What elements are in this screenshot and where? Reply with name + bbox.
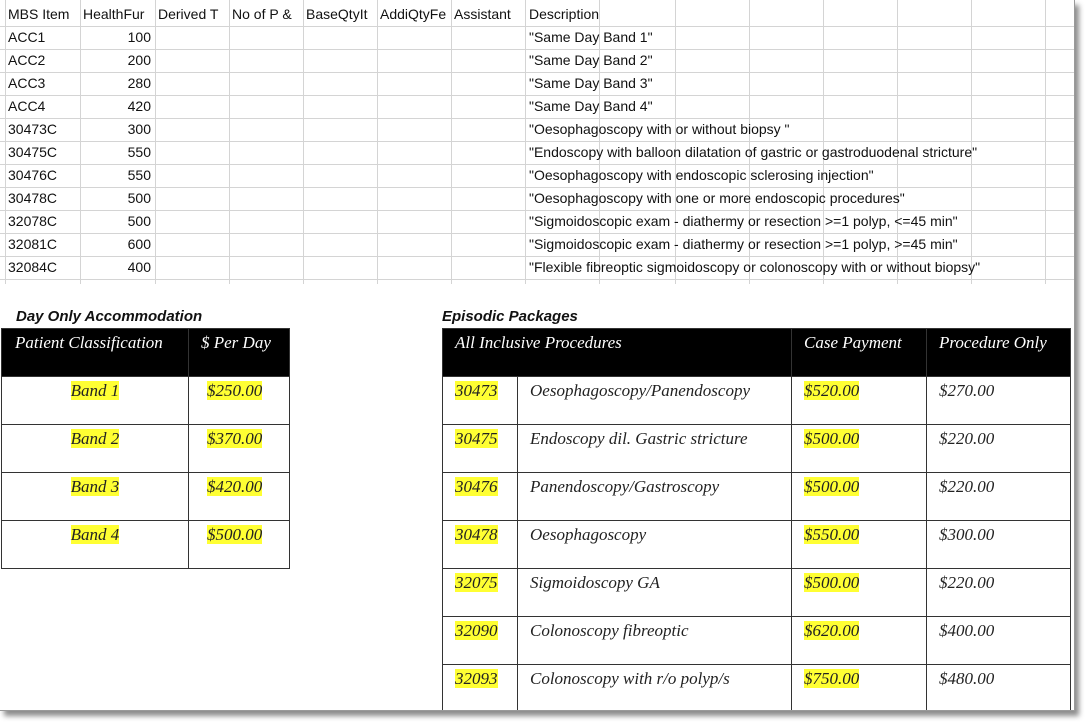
header-patient-classification: Patient Classification [2,329,189,377]
column-header-description[interactable]: Description [529,6,600,22]
column-header-health-fund[interactable]: HealthFur [83,6,145,22]
band-price: $250.00 [207,381,263,400]
column-header-base-qty[interactable]: BaseQtyIt [306,6,368,22]
cell-description[interactable]: "Same Day Band 3" [529,75,653,91]
procedure-name: Panendoscopy/Gastroscopy [518,473,792,521]
case-payment: $500.00 [804,573,860,592]
cell-fee[interactable]: 400 [127,259,151,275]
cell-item[interactable]: 32078C [8,213,58,229]
episodic-title: Episodic Packages [442,308,578,325]
column-header-derived[interactable]: Derived T [158,6,219,22]
header-all-inclusive: All Inclusive Procedures [443,329,792,377]
cell-item[interactable]: 32084C [8,259,58,275]
cell-item[interactable]: 30475C [8,144,58,160]
procedure-code: 30473 [455,381,498,400]
cell-item[interactable]: 30473C [8,121,58,137]
cell-item[interactable]: 30478C [8,190,58,206]
cell-item[interactable]: 30476C [8,167,58,183]
header-procedure-only: Procedure Only [927,329,1071,377]
column-header-addi-qty[interactable]: AddiQtyFe [380,6,447,22]
procedure-name: Oesophagoscopy/Panendoscopy [518,377,792,425]
case-payment: $500.00 [804,477,860,496]
cell-fee[interactable]: 280 [127,75,151,91]
cell-fee[interactable]: 420 [127,98,151,114]
cell-description[interactable]: "Oesophagoscopy with one or more endoscopic procedures" [529,190,905,206]
band-price: $370.00 [207,429,263,448]
cell-description[interactable]: "Same Day Band 4" [529,98,653,114]
cell-fee[interactable]: 550 [127,167,151,183]
cell-fee[interactable]: 550 [127,144,151,160]
case-payment: $750.00 [804,669,860,688]
procedure-only-price: $220.00 [927,569,1071,617]
procedure-name: Colonoscopy with r/o polyp/s [518,665,792,712]
cell-description[interactable]: "Same Day Band 1" [529,29,653,45]
day-only-table [1,328,290,569]
procedure-name: Endoscopy dil. Gastric stricture [518,425,792,473]
procedure-code: 32093 [455,669,498,688]
procedure-only-price: $220.00 [927,425,1071,473]
cell-item[interactable]: ACC1 [8,29,46,45]
cell-description[interactable]: "Flexible fibreoptic sigmoidoscopy or colonoscopy with or without biopsy" [529,259,981,275]
procedure-only-price: $400.00 [927,617,1071,665]
procedure-only-price: $300.00 [927,521,1071,569]
episodic-table [442,328,1071,711]
procedure-name: Colonoscopy fibreoptic [518,617,792,665]
cell-fee[interactable]: 300 [127,121,151,137]
header-case-payment: Case Payment [792,329,927,377]
procedure-only-price: $270.00 [927,377,1071,425]
cell-description[interactable]: "Oesophagoscopy with or without biopsy " [529,121,790,137]
procedure-name: Oesophagoscopy [518,521,792,569]
cell-description[interactable]: "Oesophagoscopy with endoscopic sclerosing injection" [529,167,874,183]
cell-fee[interactable]: 500 [127,190,151,206]
column-header-no-of-p[interactable]: No of P & [232,6,292,22]
band-price: $420.00 [207,477,263,496]
cell-fee[interactable]: 500 [127,213,151,229]
cell-item[interactable]: ACC2 [8,52,46,68]
procedure-code: 32090 [455,621,498,640]
cell-description[interactable]: "Endoscopy with balloon dilatation of gastric or gastroduodenal stricture" [529,144,978,160]
band-label: Band 1 [70,381,120,400]
band-label: Band 3 [70,477,120,496]
procedure-code: 32075 [455,573,498,592]
procedure-only-price: $480.00 [927,665,1071,712]
cell-fee[interactable]: 600 [127,236,151,252]
procedure-code: 30476 [455,477,498,496]
spreadsheet-grid [0,0,1074,290]
cell-description[interactable]: "Same Day Band 2" [529,52,653,68]
cell-fee[interactable]: 200 [127,52,151,68]
cell-description[interactable]: "Sigmoidoscopic exam - diathermy or resection >=1 polyp, >=45 min" [529,236,958,252]
procedure-code: 30475 [455,429,498,448]
column-header-assistant[interactable]: Assistant [454,6,511,22]
day-only-title: Day Only Accommodation [16,308,203,325]
cell-fee[interactable]: 100 [127,29,151,45]
cell-item[interactable]: ACC3 [8,75,46,91]
band-label: Band 4 [70,525,120,544]
case-payment: $620.00 [804,621,860,640]
cell-description[interactable]: "Sigmoidoscopic exam - diathermy or resection >=1 polyp, <=45 min" [529,213,958,229]
case-payment: $500.00 [804,429,860,448]
column-header-mbs-item[interactable]: MBS Item [8,6,70,22]
procedure-code: 30478 [455,525,498,544]
procedure-only-price: $220.00 [927,473,1071,521]
band-label: Band 2 [70,429,120,448]
cell-item[interactable]: 32081C [8,236,58,252]
header-per-day: $ Per Day [189,329,290,377]
case-payment: $520.00 [804,381,860,400]
cell-item[interactable]: ACC4 [8,98,46,114]
band-price: $500.00 [207,525,263,544]
procedure-name: Sigmoidoscopy GA [518,569,792,617]
case-payment: $550.00 [804,525,860,544]
